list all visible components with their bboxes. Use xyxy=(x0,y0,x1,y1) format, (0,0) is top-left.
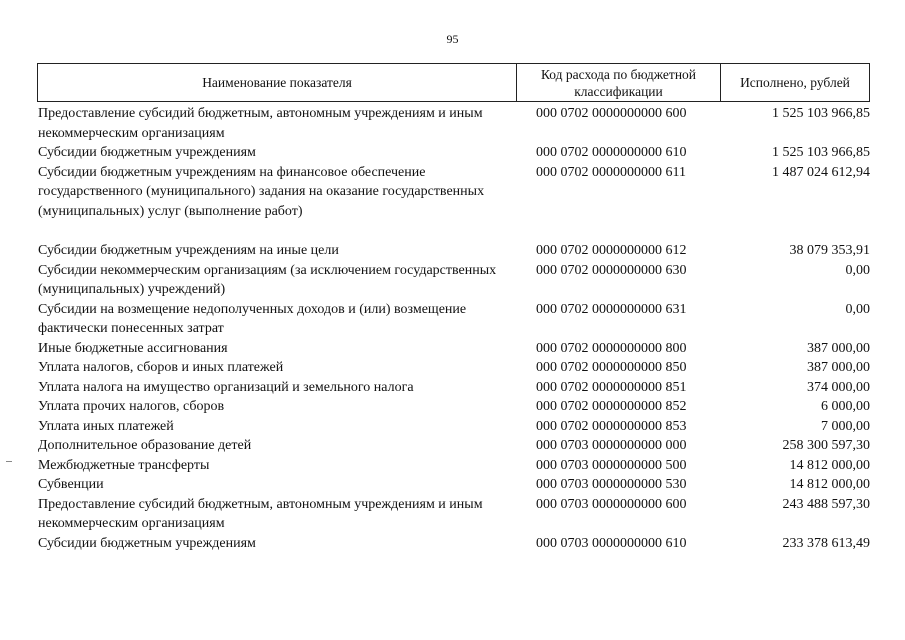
row-name: Иные бюджетные ассигнования xyxy=(38,340,228,356)
column-header-code: Код расхода по бюджетной классификации xyxy=(517,64,721,101)
row-code: 000 0702 0000000000 612 xyxy=(536,243,687,258)
row-amount: 0,00 xyxy=(845,301,870,317)
row-name: Субвенции xyxy=(38,477,104,492)
table-row xyxy=(38,436,870,456)
table-header xyxy=(37,63,870,102)
row-amount: 38 079 353,91 xyxy=(789,243,870,258)
row-code: 000 0703 0000000000 610 xyxy=(536,535,687,551)
row-code: 000 0702 0000000000 852 xyxy=(536,399,687,414)
row-name: Субсидии бюджетным учреждениям на финансовое обеспечение государственного (муниципального) задания на оказание государственных (муниципальных) услуг (выполнение работ) xyxy=(38,164,485,219)
table-row xyxy=(38,241,870,261)
row-name: Уплата налогов, сборов и иных платежей xyxy=(38,360,284,375)
row-code: 000 0702 0000000000 600 xyxy=(536,106,687,121)
row-amount: 258 300 597,30 xyxy=(782,438,870,453)
row-code: 000 0702 0000000000 800 xyxy=(536,340,687,356)
column-header-amount: Исполнено, рублей xyxy=(740,75,850,90)
scan-margin-mark xyxy=(6,461,12,462)
row-name: Субсидии некоммерческим организациям (за исключением государственных (муниципальных) учреждений) xyxy=(38,262,497,297)
row-name: Предоставление субсидий бюджетным, автономным учреждениям и иным некоммерческим организациям xyxy=(38,106,483,141)
row-code: 000 0703 0000000000 000 xyxy=(536,438,687,453)
table-row xyxy=(38,378,870,398)
row-code: 000 0702 0000000000 851 xyxy=(536,379,687,395)
row-code: 000 0702 0000000000 630 xyxy=(536,262,687,278)
row-amount: 6 000,00 xyxy=(821,399,870,414)
row-code: 000 0702 0000000000 610 xyxy=(536,145,687,160)
row-amount: 1 525 103 966,85 xyxy=(772,145,870,160)
row-code: 000 0703 0000000000 600 xyxy=(536,496,687,512)
row-name: Уплата прочих налогов, сборов xyxy=(38,399,225,414)
row-amount: 387 000,00 xyxy=(807,340,870,356)
row-name: Субсидии на возмещение недополученных доходов и (или) возмещение фактически понесенных затрат xyxy=(38,301,467,336)
row-name: Уплата иных платежей xyxy=(38,418,174,434)
row-code: 000 0702 0000000000 611 xyxy=(536,164,686,180)
row-name: Субсидии бюджетным учреждениям xyxy=(38,535,256,551)
row-name: Субсидии бюджетным учреждениям xyxy=(38,145,256,160)
row-name: Предоставление субсидий бюджетным, автономным учреждениям и иным некоммерческим организациям xyxy=(38,496,483,531)
column-header-name: Наименование показателя xyxy=(38,64,517,101)
table-row xyxy=(38,417,870,437)
table-body xyxy=(38,104,870,553)
row-amount: 14 812 000,00 xyxy=(789,477,870,492)
table-row xyxy=(38,397,870,417)
table-row xyxy=(38,456,870,476)
table-row xyxy=(38,143,870,163)
row-code: 000 0703 0000000000 500 xyxy=(536,457,687,473)
row-code: 000 0702 0000000000 850 xyxy=(536,360,687,375)
row-code: 000 0702 0000000000 853 xyxy=(536,418,687,434)
table-row xyxy=(38,495,870,534)
table-row xyxy=(38,339,870,359)
row-amount: 374 000,00 xyxy=(807,379,870,395)
table-row xyxy=(38,475,870,495)
table-row xyxy=(38,163,870,242)
row-amount: 7 000,00 xyxy=(821,418,870,434)
row-code: 000 0702 0000000000 631 xyxy=(536,301,687,317)
row-name: Дополнительное образование детей xyxy=(38,438,252,453)
row-amount: 0,00 xyxy=(845,262,870,278)
row-name: Межбюджетные трансферты xyxy=(38,457,210,473)
row-name: Уплата налога на имущество организаций и земельного налога xyxy=(38,379,414,395)
row-code: 000 0703 0000000000 530 xyxy=(536,477,687,492)
row-amount: 243 488 597,30 xyxy=(782,496,870,512)
table-row xyxy=(38,534,870,554)
table-row xyxy=(38,104,870,143)
table-row xyxy=(38,261,870,300)
row-amount: 233 378 613,49 xyxy=(782,535,870,551)
row-amount: 1 487 024 612,94 xyxy=(772,164,870,180)
table-row xyxy=(38,300,870,339)
row-name: Субсидии бюджетным учреждениям на иные цели xyxy=(38,243,339,258)
table-row xyxy=(38,358,870,378)
row-amount: 1 525 103 966,85 xyxy=(772,106,870,121)
page-number: 95 xyxy=(446,32,459,46)
row-amount: 14 812 000,00 xyxy=(789,457,870,473)
row-amount: 387 000,00 xyxy=(807,360,870,375)
